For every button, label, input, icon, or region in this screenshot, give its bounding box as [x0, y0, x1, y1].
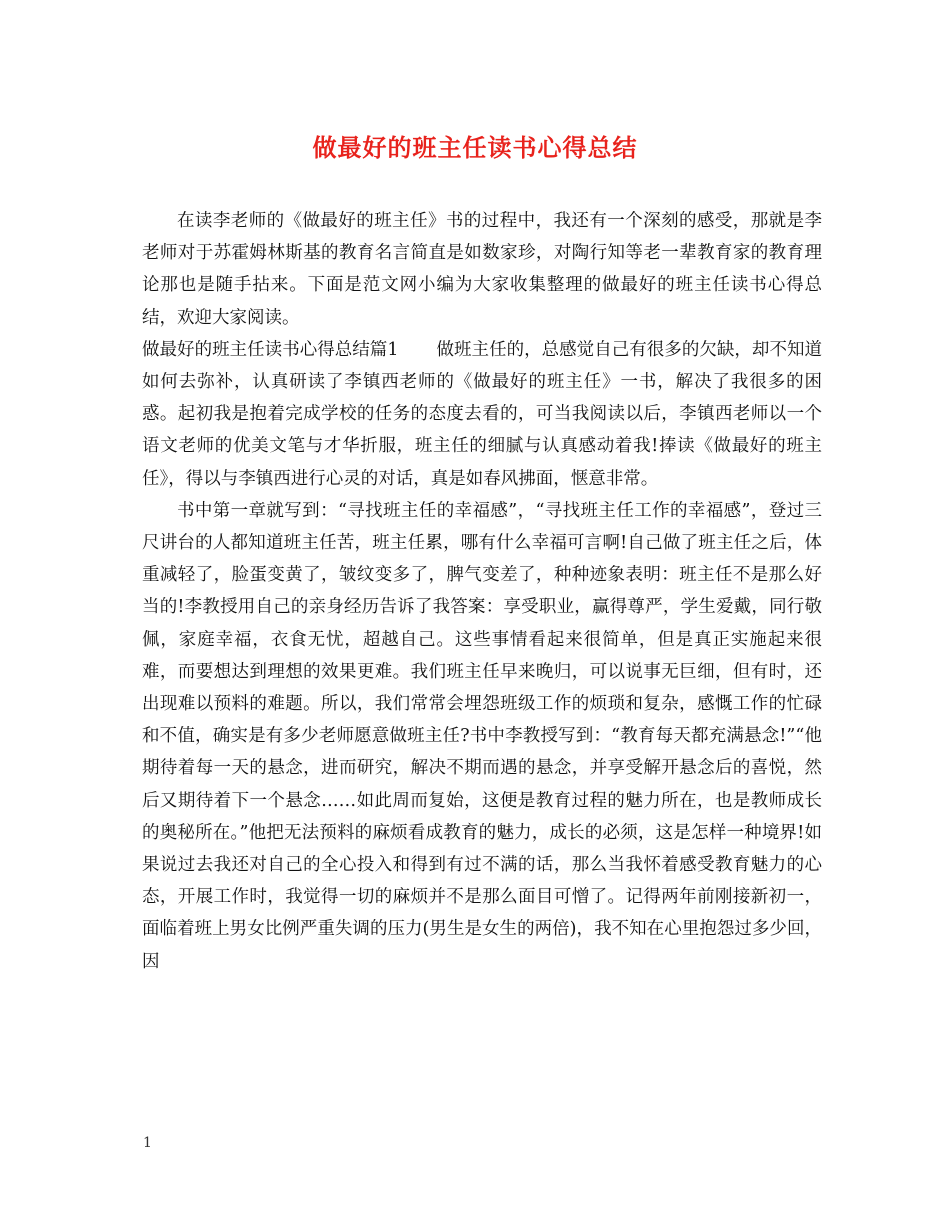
section-1-heading: 做最好的班主任读书心得总结篇1 [142, 339, 399, 360]
section-1-paragraph-1 [142, 334, 822, 495]
intro-paragraph: 在读李老师的《做最好的班主任》书的过程中，我还有一个深刻的感受，那就是李老师对于苏霍姆林斯基的教育名言简直是如数家珍，对陶行知等老一辈教育家的教育理论那也是随手拈来。下面是范文网小编为大家收集整理的做最好的班主任读书心得总结，欢迎大家阅读。 [142, 211, 822, 328]
document-title: 做最好的班主任读书心得总结 [312, 133, 638, 162]
document-body [142, 205, 822, 978]
section-1-paragraph-2: 书中第一章就写到：“寻找班主任的幸福感”，“寻找班主任工作的幸福感”，登过三尺讲台的人都知道班主任苦，班主任累，哪有什么幸福可言啊!自己做了班主任之后，体重减轻了，脸蛋变黄了，皱纹变多了，脾气变差了，种种迹象表明：班主任不是那么好当的!李教授用自己的亲身经历告诉了我答案：享受职业，赢得尊严，学生爱戴，同行敬佩，家庭幸福，衣食无忧，超越自己。这些事情看起来很简单，但是真正实施起来很难，而要想达到理想的效果更难。我们班主任早来晚归，可以说事无巨细，但有时，还出现难以预料的难题。所以，我们常常会埋怨班级工作的烦琐和复杂，感慨工作的忙碌和不值，确实是有多少老师愿意做班主任?书中李教授写到：“教育每天都充满悬念!”“他期待着每一天的悬念，进而研究，解决不期而遇的悬念，并享受解开悬念后的喜悦，然后又期待着下一个悬念……如此周而复始，这便是教育过程的魅力所在，也是教师成长的奥秘所在。”他把无法预料的麻烦看成教育的魅力，成长的必须，这是怎样一种境界!如果说过去我还对自己的全心投入和得到有过不满的话，那么当我怀着感受教育魅力的心态，开展工作时，我觉得一切的麻烦并不是那么面目可憎了。记得两年前刚接新初一，面临着班上男女比例严重失调的压力(男生是女生的两倍)，我不知在心里抱怨过多少回，因 [142, 500, 822, 972]
page-number: 1 [143, 1135, 152, 1151]
section-1-paragraph-1-text: 做班主任的，总感觉自己有很多的欠缺，却不知道如何去弥补，认真研读了李镇西老师的《做最好的班主任》一书，解决了我很多的困惑。起初我是抱着完成学校的任务的态度去看的，可当我阅读以后，李镇西老师以一个语文老师的优美文笔与才华折服，班主任的细腻与认真感动着我!捧读《做最好的班主任》，得以与李镇西进行心灵的对话，真是如春风拂面，惬意非常。 [142, 339, 822, 489]
